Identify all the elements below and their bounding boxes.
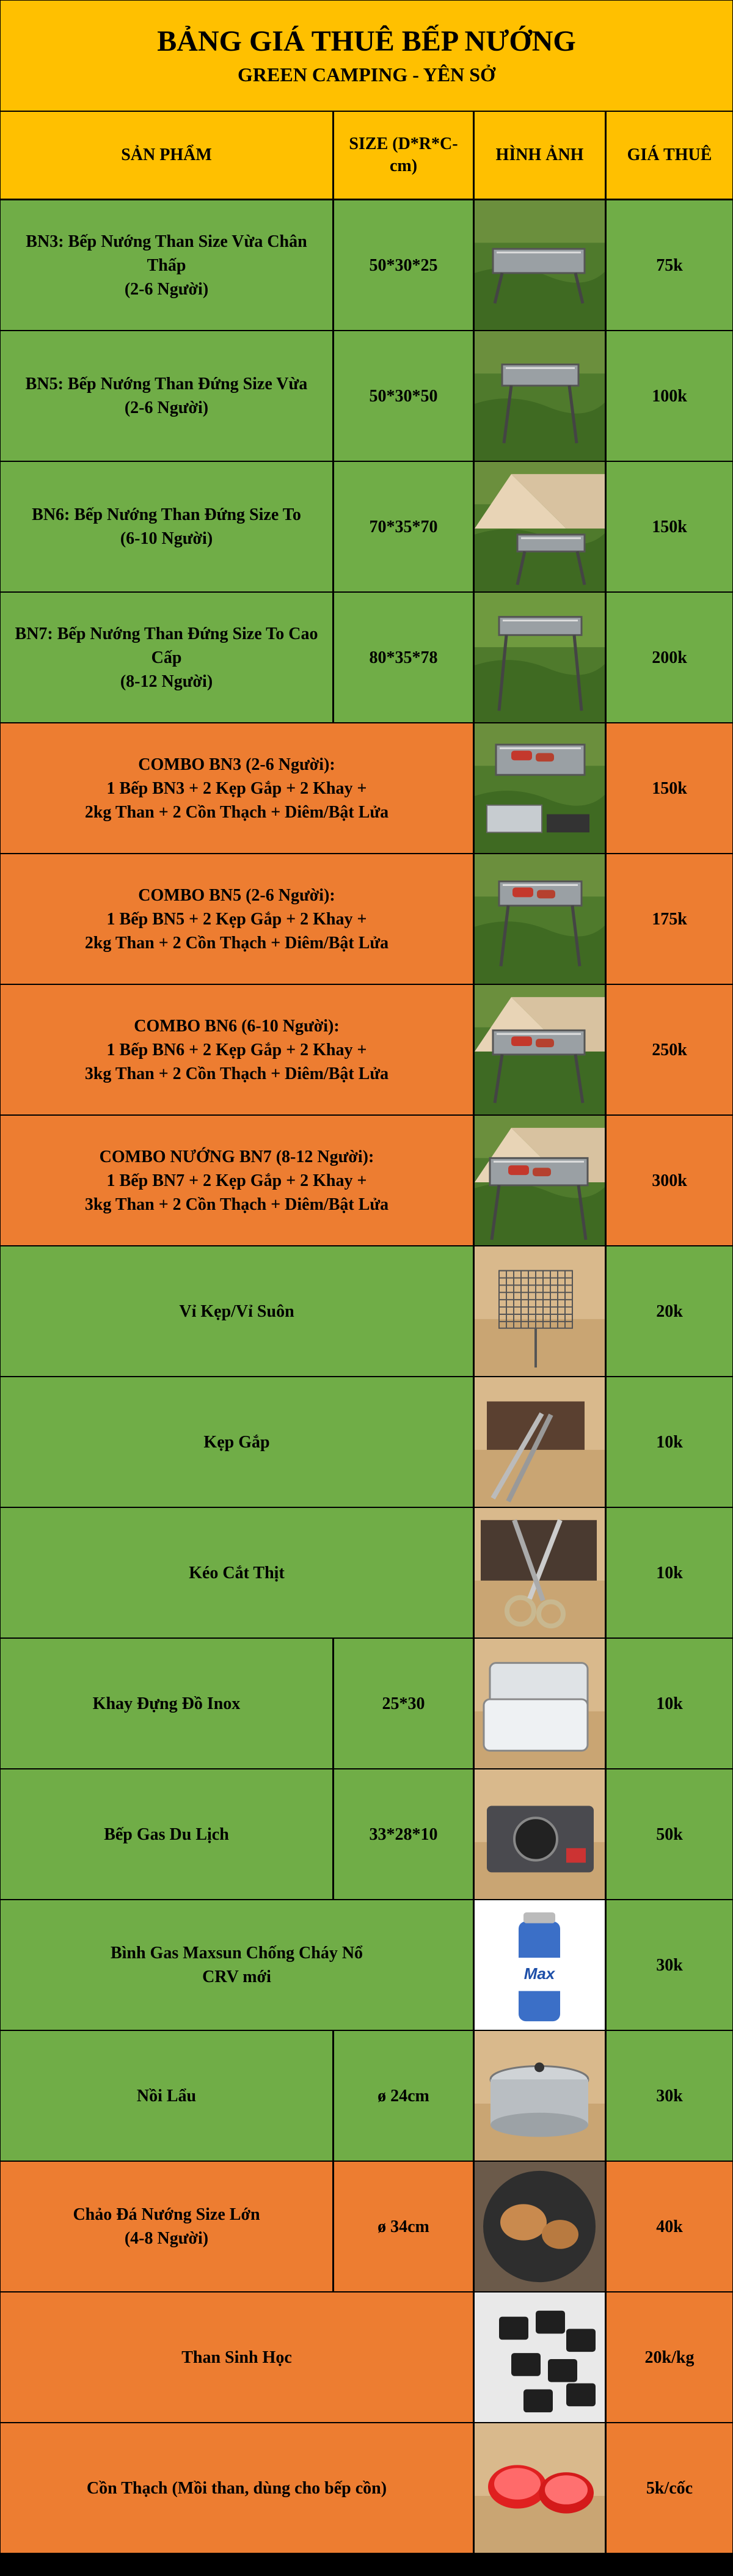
table-row — [0, 1116, 733, 1245]
table-row — [0, 1639, 733, 1768]
rental-price: 20k — [607, 1246, 732, 1376]
table-row — [0, 1769, 733, 1899]
table-row — [0, 854, 733, 984]
portable-gas-stove-photo — [475, 1769, 605, 1899]
steel-trays-photo — [475, 1639, 605, 1768]
product-name: Bình Gas Maxsun Chống Cháy Nổ CRV mới — [1, 1900, 473, 2030]
rental-price: 100k — [607, 331, 732, 461]
rental-price: 150k — [607, 462, 732, 591]
table-row — [0, 593, 733, 722]
standing-charcoal-grill-photo — [475, 331, 605, 461]
tall-grill-on-lawn-photo — [475, 593, 605, 722]
charcoal-photo — [475, 2292, 605, 2422]
rental-price: 20k/kg — [607, 2292, 732, 2422]
product-name: BN6: Bếp Nướng Than Đứng Size To (6-10 Người) — [1, 462, 332, 591]
product-name: Vỉ Kẹp/Vỉ Suôn — [1, 1246, 473, 1376]
rental-price: 40k — [607, 2162, 732, 2291]
product-name: Nồi Lẩu — [1, 2031, 332, 2161]
gas-canister-photo — [475, 1900, 605, 2030]
table-row — [0, 1377, 733, 1507]
low-charcoal-grill-photo — [475, 200, 605, 330]
product-name: Khay Đựng Đồ Inox — [1, 1639, 332, 1768]
product-size: 70*35*70 — [334, 462, 473, 591]
combo-bn7-set-photo — [475, 1116, 605, 1245]
page-title: BẢNG GIÁ THUÊ BẾP NƯỚNG — [157, 25, 576, 57]
product-name: Kẹp Gắp — [1, 1377, 473, 1507]
combo-bn3-set-photo — [475, 723, 605, 853]
rental-price: 30k — [607, 1900, 732, 2030]
rental-price: 5k/cốc — [607, 2423, 732, 2553]
column-header-product: SẢN PHẨM — [1, 112, 332, 199]
combo-bn6-set-photo — [475, 985, 605, 1114]
product-size: 33*28*10 — [334, 1769, 473, 1899]
grill-beside-tent-photo — [475, 462, 605, 591]
product-name: BN7: Bếp Nướng Than Đứng Size To Cao Cấp (8-12 Người) — [1, 593, 332, 722]
rental-price: 200k — [607, 593, 732, 722]
product-size: 50*30*50 — [334, 331, 473, 461]
product-name: Than Sinh Học — [1, 2292, 473, 2422]
tongs-photo — [475, 1377, 605, 1507]
product-name: COMBO NƯỚNG BN7 (8-12 Người): 1 Bếp BN7 + 2 Kẹp Gắp + 2 Khay + 3kg Than + 2 Cồn Thạch + Diêm/Bật Lửa — [1, 1116, 473, 1245]
combo-bn5-set-photo — [475, 854, 605, 984]
svg-text:Max: Max — [523, 1965, 555, 1983]
rental-price: 75k — [607, 200, 732, 330]
rental-price: 30k — [607, 2031, 732, 2161]
table-row — [0, 2162, 733, 2291]
table-row — [0, 1900, 733, 2030]
title-banner — [1, 1, 732, 111]
page-subtitle: GREEN CAMPING - YÊN SỞ — [238, 64, 495, 86]
column-header-row — [0, 112, 733, 199]
stone-grill-pan-photo — [475, 2162, 605, 2291]
product-size: ø 24cm — [334, 2031, 473, 2161]
product-name: Bếp Gas Du Lịch — [1, 1769, 332, 1899]
table-row — [0, 985, 733, 1114]
rental-price: 150k — [607, 723, 732, 853]
gel-fuel-cups-photo — [475, 2423, 605, 2553]
table-row — [0, 462, 733, 591]
product-name: Cồn Thạch (Mồi than, dùng cho bếp cồn) — [1, 2423, 473, 2553]
meat-scissors-photo — [475, 1508, 605, 1637]
hotpot-photo — [475, 2031, 605, 2161]
product-name: Chảo Đá Nướng Size Lớn (4-8 Người) — [1, 2162, 332, 2291]
rental-price: 10k — [607, 1508, 732, 1637]
product-name: COMBO BN6 (6-10 Người): 1 Bếp BN6 + 2 Kẹp Gắp + 2 Khay + 3kg Than + 2 Cồn Thạch + Diêm/Bật Lửa — [1, 985, 473, 1114]
table-row — [0, 723, 733, 853]
table-row — [0, 2292, 733, 2422]
table-row — [0, 2031, 733, 2161]
product-name: Kéo Cắt Thịt — [1, 1508, 473, 1637]
product-size: 25*30 — [334, 1639, 473, 1768]
product-size: 80*35*78 — [334, 593, 473, 722]
product-name: COMBO BN3 (2-6 Người): 1 Bếp BN3 + 2 Kẹp Gắp + 2 Khay + 2kg Than + 2 Cồn Thạch + Diêm/Bật Lửa — [1, 723, 473, 853]
column-header-price: GIÁ THUÊ — [607, 112, 732, 199]
product-name: COMBO BN5 (2-6 Người): 1 Bếp BN5 + 2 Kẹp Gắp + 2 Khay + 2kg Than + 2 Cồn Thạch + Diêm/Bật Lửa — [1, 854, 473, 984]
table-row — [0, 1508, 733, 1637]
product-size: 50*30*25 — [334, 200, 473, 330]
column-header-image: HÌNH ẢNH — [475, 112, 605, 199]
column-header-size: SIZE (D*R*C-cm) — [334, 112, 473, 199]
rental-price: 10k — [607, 1377, 732, 1507]
table-row — [0, 1246, 733, 1376]
table-row — [0, 2423, 733, 2553]
product-name: BN5: Bếp Nướng Than Đứng Size Vừa (2-6 Người) — [1, 331, 332, 461]
product-size: ø 34cm — [334, 2162, 473, 2291]
rental-price: 10k — [607, 1639, 732, 1768]
rental-price: 50k — [607, 1769, 732, 1899]
product-name: BN3: Bếp Nướng Than Size Vừa Chân Thấp (2-6 Người) — [1, 200, 332, 330]
rental-price: 250k — [607, 985, 732, 1114]
table-row — [0, 200, 733, 330]
rental-price: 300k — [607, 1116, 732, 1245]
table-row — [0, 331, 733, 461]
rental-price: 175k — [607, 854, 732, 984]
grill-rack-photo — [475, 1246, 605, 1376]
